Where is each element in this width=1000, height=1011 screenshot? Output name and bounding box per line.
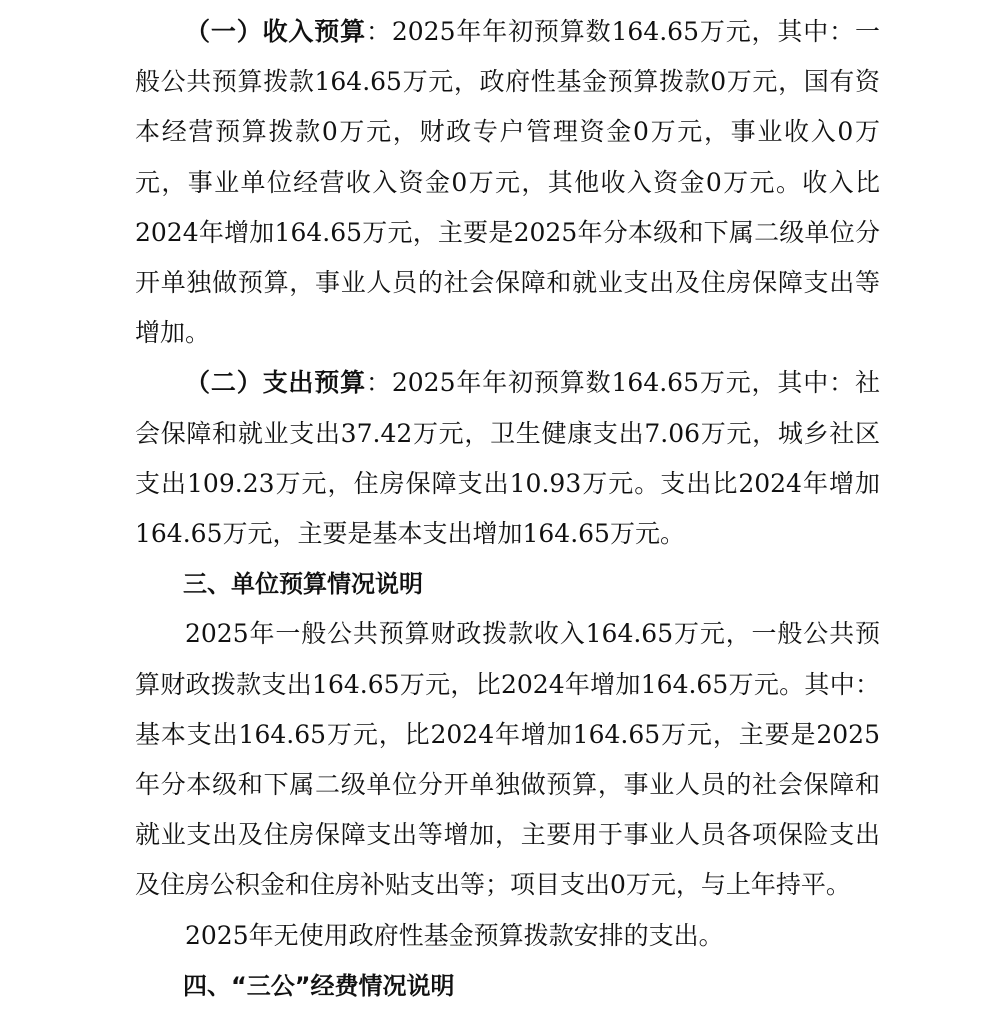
income-budget-text: ：2025年年初预算数164.65万元，其中：一般公共预算拨款164.65万元，政府性基金预算拨款0万元，国有资本经营预算拨款0万元，财政专户管理资金0万元，事业收入0万元，事业单位经营收入资金0万元，其他收入资金0万元。收入比2024年增加164.65万元，主要是2025年分本级和下属二级单位分开单独做预算，事业人员的社会保障和就业支出及住房保障支出等增加。 — [135, 17, 880, 348]
income-budget-paragraph — [135, 7, 880, 358]
section-3-heading: 三、单位预算情况说明 — [183, 570, 423, 599]
section-3-paragraph-1: 2025年一般公共预算财政拨款收入164.65万元，一般公共预算财政拨款支出164.65万元，比2024年增加164.65万元。其中：基本支出164.65万元，比2024年增加164.65万元，主要是2025年分本级和下属二级单位分开单独做预算，事业人员的社会保障和就业支出及住房保障支出等增加，主要用于事业人员各项保险支出及住房公积金和住房补贴支出等；项目支出0万元，与上年持平。 — [135, 619, 880, 900]
section-4-heading: 四、“三公”经费情况说明 — [183, 971, 455, 1000]
document-page — [135, 7, 880, 1011]
income-budget-lead: （一）收入预算 — [185, 17, 367, 46]
section-3-paragraph-2: 2025年无使用政府性基金预算拨款安排的支出。 — [185, 920, 724, 950]
expenditure-budget-lead: （二）支出预算 — [185, 368, 367, 398]
expenditure-budget-paragraph — [135, 358, 880, 559]
expenditure-budget-text: ：2025年年初预算数164.65万元，其中：社会保障和就业支出37.42万元，卫生健康支出7.06万元，城乡社区支出109.23万元，住房保障支出10.93万元。支出比2024年增加164.65万元，主要是基本支出增加164.65万元。 — [135, 368, 880, 549]
